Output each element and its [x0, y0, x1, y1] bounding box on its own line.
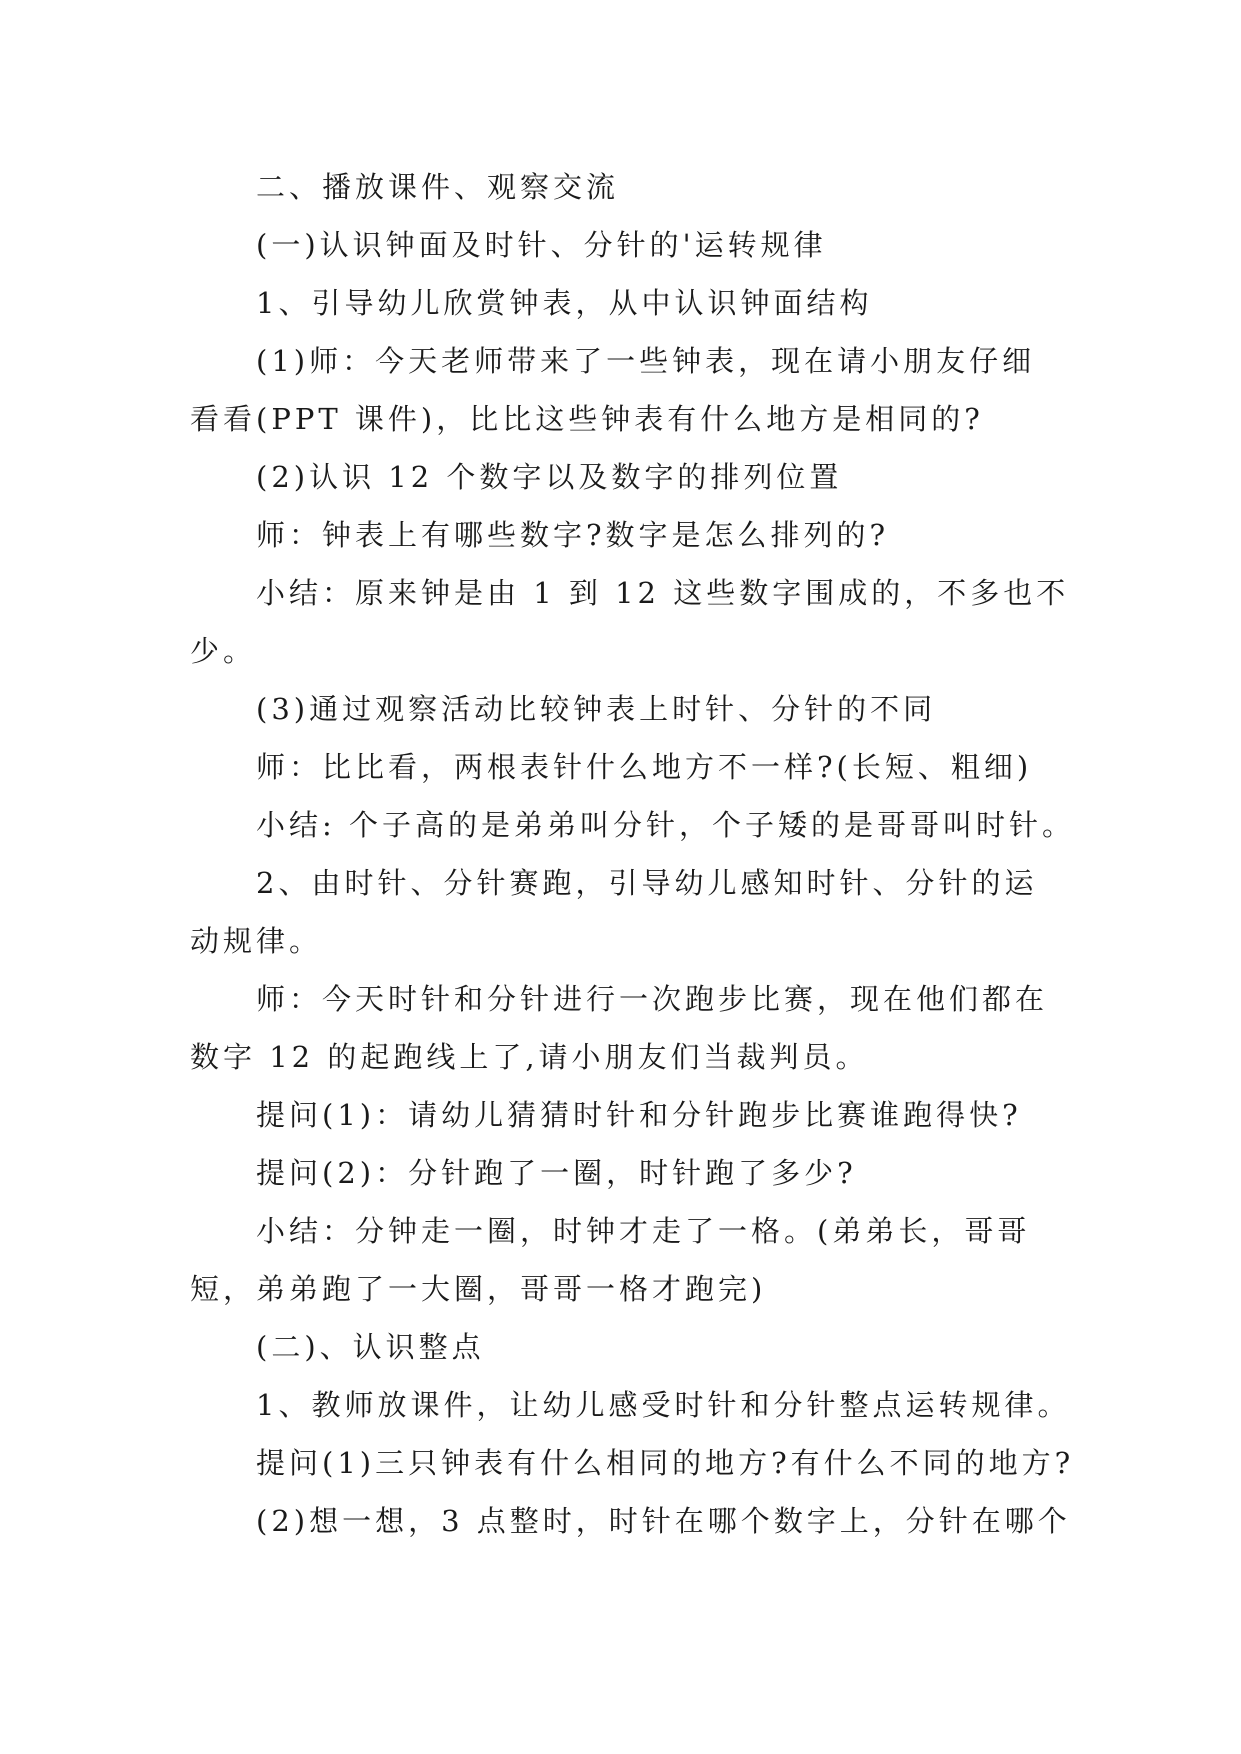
paragraph-line: 动规律。 [190, 924, 323, 958]
paragraph-line: 2、由时针、分针赛跑，引导幼儿感知时针、分针的运 [256, 866, 1038, 900]
paragraph-line: 1、引导幼儿欣赏钟表，从中认识钟面结构 [256, 286, 873, 320]
paragraph-line: (1)师：今天老师带来了一些钟表，现在请小朋友仔细 [256, 344, 1036, 378]
paragraph-line: 小结：原来钟是由 1 到 12 这些数字围成的，不多也不 [256, 576, 1070, 610]
paragraph-line: 数字 12 的起跑线上了,请小朋友们当裁判员。 [190, 1040, 869, 1074]
paragraph-line: 提问(2)：分针跑了一圈，时针跑了多少? [256, 1156, 857, 1190]
paragraph-line: 1、教师放课件，让幼儿感受时针和分针整点运转规律。 [256, 1388, 1071, 1422]
subsection-heading: (二)、认识整点 [256, 1330, 485, 1364]
section-heading: 二、播放课件、观察交流 [256, 170, 620, 204]
paragraph-line: 师：比比看，两根表针什么地方不一样?(长短、粗细) [256, 750, 1033, 784]
paragraph-line: 提问(1)三只钟表有什么相同的地方?有什么不同的地方? [256, 1446, 1075, 1480]
paragraph-line: 小结: 个子高的是弟弟叫分针，个子矮的是哥哥叫时针。 [256, 808, 1075, 842]
paragraph-line: 小结：分钟走一圈，时钟才走了一格。(弟弟长，哥哥 [256, 1214, 1031, 1248]
paragraph-line: 看看(PPT 课件)，比比这些钟表有什么地方是相同的? [190, 402, 984, 436]
subsection-heading: (一)认识钟面及时针、分针的'运转规律 [256, 228, 827, 262]
paragraph-line: 提问(1)：请幼儿猜猜时针和分针跑步比赛谁跑得快? [256, 1098, 1022, 1132]
document-body [190, 158, 1075, 1550]
paragraph-line: 师：钟表上有哪些数字?数字是怎么排列的? [256, 518, 890, 552]
paragraph-line: (2)想一想，3 点整时，时针在哪个数字上，分针在哪个 [256, 1504, 1071, 1538]
paragraph-line: (2)认识 12 个数字以及数字的排列位置 [256, 460, 843, 494]
paragraph-line: 少。 [190, 634, 257, 668]
paragraph-line: 师：今天时针和分针进行一次跑步比赛，现在他们都在 [256, 982, 1049, 1016]
paragraph-line: (3)通过观察活动比较钟表上时针、分针的不同 [256, 692, 937, 726]
paragraph-line: 短，弟弟跑了一大圈，哥哥一格才跑完) [190, 1272, 767, 1306]
